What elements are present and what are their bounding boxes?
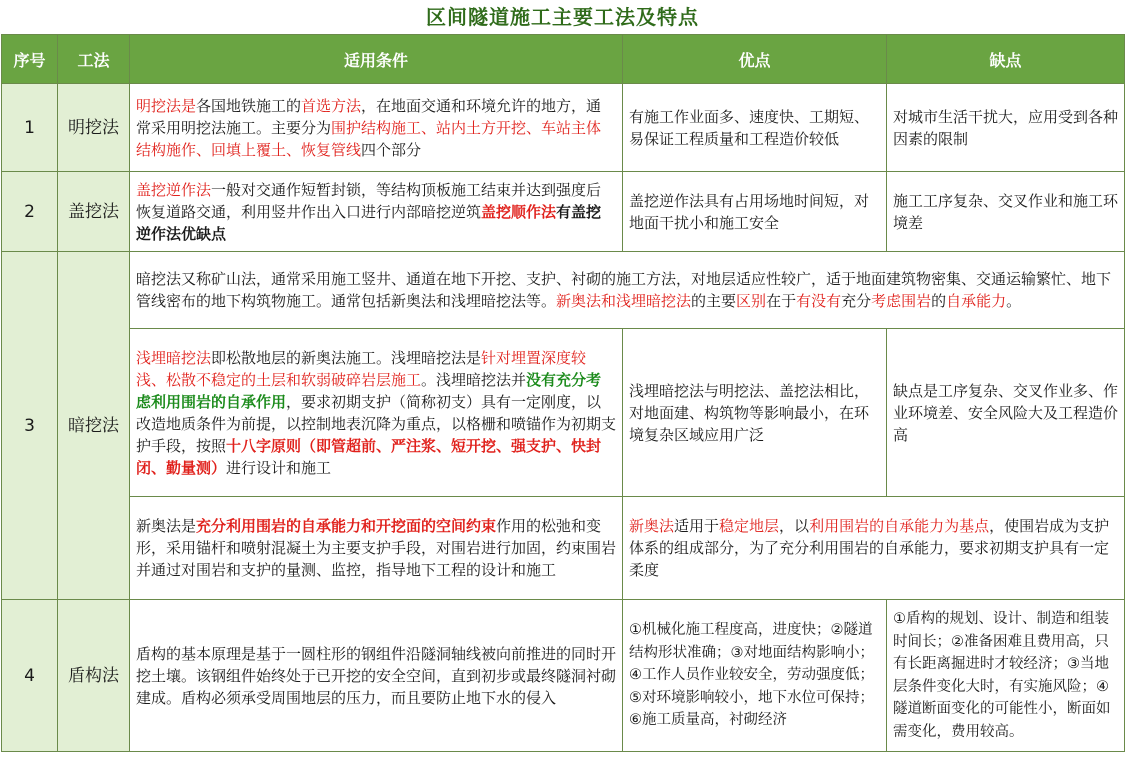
text-segment: 的主要 xyxy=(691,292,737,310)
text-segment: 首选方法 xyxy=(301,96,362,115)
text-segment: 的 xyxy=(931,292,947,310)
method-name: 暗挖法 xyxy=(58,252,130,600)
text-segment: 利用围岩的自承能力为基点 xyxy=(809,517,990,535)
advantage-cell: ①机械化施工程度高，进度快；②隧道结构形状准确；③对地面结构影响小；④工作人员作业较安全，劳动强度低；⑤对环境影响较小，地下水位可保持；⑥施工质量高，衬砌经济 xyxy=(623,600,887,752)
table-row xyxy=(2,497,1125,600)
text-segment: 四个部分 xyxy=(361,140,422,159)
text-segment: 考虑围岩 xyxy=(871,292,932,310)
table-row xyxy=(2,84,1125,172)
table-row xyxy=(2,172,1125,252)
text-segment: 各国地铁施工的 xyxy=(196,96,302,115)
text-segment: 围护结构施工、站内土方开挖、车站主体结构施作、回填上覆土、恢复管线 xyxy=(136,118,602,159)
text-segment: 有盖挖逆作法优缺点 xyxy=(136,202,602,243)
condition-cell xyxy=(130,84,623,172)
method-name: 盖挖法 xyxy=(58,172,130,252)
header-advantage: 优点 xyxy=(623,35,887,84)
advantage-cell: 浅埋暗挖法与明挖法、盖挖法相比，对地面建、构筑物等影响最小，在环境复杂区域应用广泛 xyxy=(623,329,887,497)
condition-cell xyxy=(130,497,623,600)
text-segment: 有没有 xyxy=(796,292,842,310)
method-name: 盾构法 xyxy=(58,600,130,752)
row-number: 3 xyxy=(2,252,58,600)
text-segment: 没有充分考虑利用围岩的自承作用 xyxy=(136,370,602,411)
header-condition: 适用条件 xyxy=(130,35,623,84)
text-segment: 区别 xyxy=(736,292,767,310)
text-segment: 新奥法 xyxy=(629,517,675,535)
text-segment: 新奥法是 xyxy=(136,517,197,535)
advantage-cell: 有施工作业面多、速度快、工期短、易保证工程质量和工程造价较低 xyxy=(623,84,887,172)
method-name: 明挖法 xyxy=(58,84,130,172)
row-number: 4 xyxy=(2,600,58,752)
disadvantage-cell: 施工工序复杂、交叉作业和施工环境差 xyxy=(887,172,1125,252)
text-segment: 。浅埋暗挖法并 xyxy=(421,370,527,389)
text-segment: 稳定地层 xyxy=(719,517,780,535)
text-segment: 盖挖逆作法 xyxy=(136,180,212,199)
text-segment: 进行设计和施工 xyxy=(226,458,332,477)
text-segment: 新奥法和浅埋暗挖法 xyxy=(556,292,692,310)
header-row xyxy=(2,35,1125,84)
text-segment: 一般对交通作短暂封锁，等结构顶板施工结束并达到强度后恢复道路交通，利用竖井作出入口进行内部暗挖逆筑 xyxy=(136,180,602,221)
text-segment: 暗挖法又称矿山法，通常采用施工竖井、通道在地下开挖、支护、衬砌的施工方法，对地层适应性较广，适于地面建筑物密集、交通运输繁忙、地下管线密布的地下构筑物施工。通常包括新奥法和浅埋暗挖法等。 xyxy=(136,270,1112,310)
text-segment: 。 xyxy=(1006,292,1022,310)
natm-remark-cell xyxy=(623,497,1125,600)
table-row xyxy=(2,329,1125,497)
row-number: 1 xyxy=(2,84,58,172)
text-segment: 在于 xyxy=(766,292,797,310)
disadvantage-cell: ①盾构的规划、设计、制造和组装时间长；②准备困难且费用高，只有长距离掘进时才较经济；③当地层条件变化大时，有实施风险；④隧道断面变化的可能性小，断面如需变化，费用较高。 xyxy=(887,600,1125,752)
advantage-cell: 盖挖逆作法具有占用场地时间短，对地面干扰小和施工安全 xyxy=(623,172,887,252)
disadvantage-cell: 对城市生活干扰大，应用受到各种因素的限制 xyxy=(887,84,1125,172)
condition-cell xyxy=(130,329,623,497)
text-segment: ，在地面交通和环境允许的地方，通常采用明挖法施工。主要分为 xyxy=(136,96,602,137)
methods-table xyxy=(1,34,1125,752)
row-number: 2 xyxy=(2,172,58,252)
text-segment: 针对埋置深度较浅、松散不稳定的土层和软弱破碎岩层施工 xyxy=(136,348,587,389)
text-segment: 充分 xyxy=(841,292,872,310)
header-disadvantage: 缺点 xyxy=(887,35,1125,84)
text-segment: 十八字原则（即管超前、严注浆、短开挖、强支护、快封闭、勤量测） xyxy=(136,436,602,477)
text-segment: 充分利用围岩的自承能力和开挖面的空间约束 xyxy=(196,517,497,535)
text-segment: ，要求初期支护（简称初支）具有一定刚度，以改造地质条件为前提，以控制地表沉降为重点，以格栅和喷锚作为初期支护手段，按照 xyxy=(136,392,617,455)
text-segment: ，使围岩成为支护体系的组成部分，为了充分利用围岩的自承能力，要求初期支护具有一定柔度 xyxy=(629,517,1110,579)
page-title: 区间隧道施工主要工法及特点 xyxy=(426,5,699,29)
text-segment: 自承能力 xyxy=(946,292,1007,310)
table-row xyxy=(2,600,1125,752)
table-row xyxy=(2,252,1125,329)
condition-cell xyxy=(130,172,623,252)
text-segment: 明挖法是 xyxy=(136,96,197,115)
text-segment: 浅埋暗挖法 xyxy=(136,348,212,367)
text-segment: 即松散地层的新奥法施工。浅埋暗挖法是 xyxy=(211,348,482,367)
text-segment: 作用的松弛和变形，采用锚杆和喷射混凝土为主要支护手段，对围岩进行加固，约束围岩并通过对围岩和支护的量测、监控，指导地下工程的设计和施工 xyxy=(136,517,617,579)
text-segment: 适用于 xyxy=(674,517,720,535)
text-segment: ，以 xyxy=(779,517,810,535)
disadvantage-cell: 缺点是工序复杂、交叉作业多、作业环境差、安全风险大及工程造价高 xyxy=(887,329,1125,497)
header-no: 序号 xyxy=(2,35,58,84)
method-intro-cell xyxy=(130,252,1125,329)
header-method: 工法 xyxy=(58,35,130,84)
condition-cell: 盾构的基本原理是基于一圆柱形的钢组件沿隧洞轴线被向前推进的同时开挖土壤。该钢组件始终处于已开挖的安全空间，直到初步或最终隧洞衬砌建成。盾构必须承受周围地层的压力，而且要防止地下水的侵入 xyxy=(130,600,623,752)
text-segment: 盖挖顺作法 xyxy=(481,202,557,221)
